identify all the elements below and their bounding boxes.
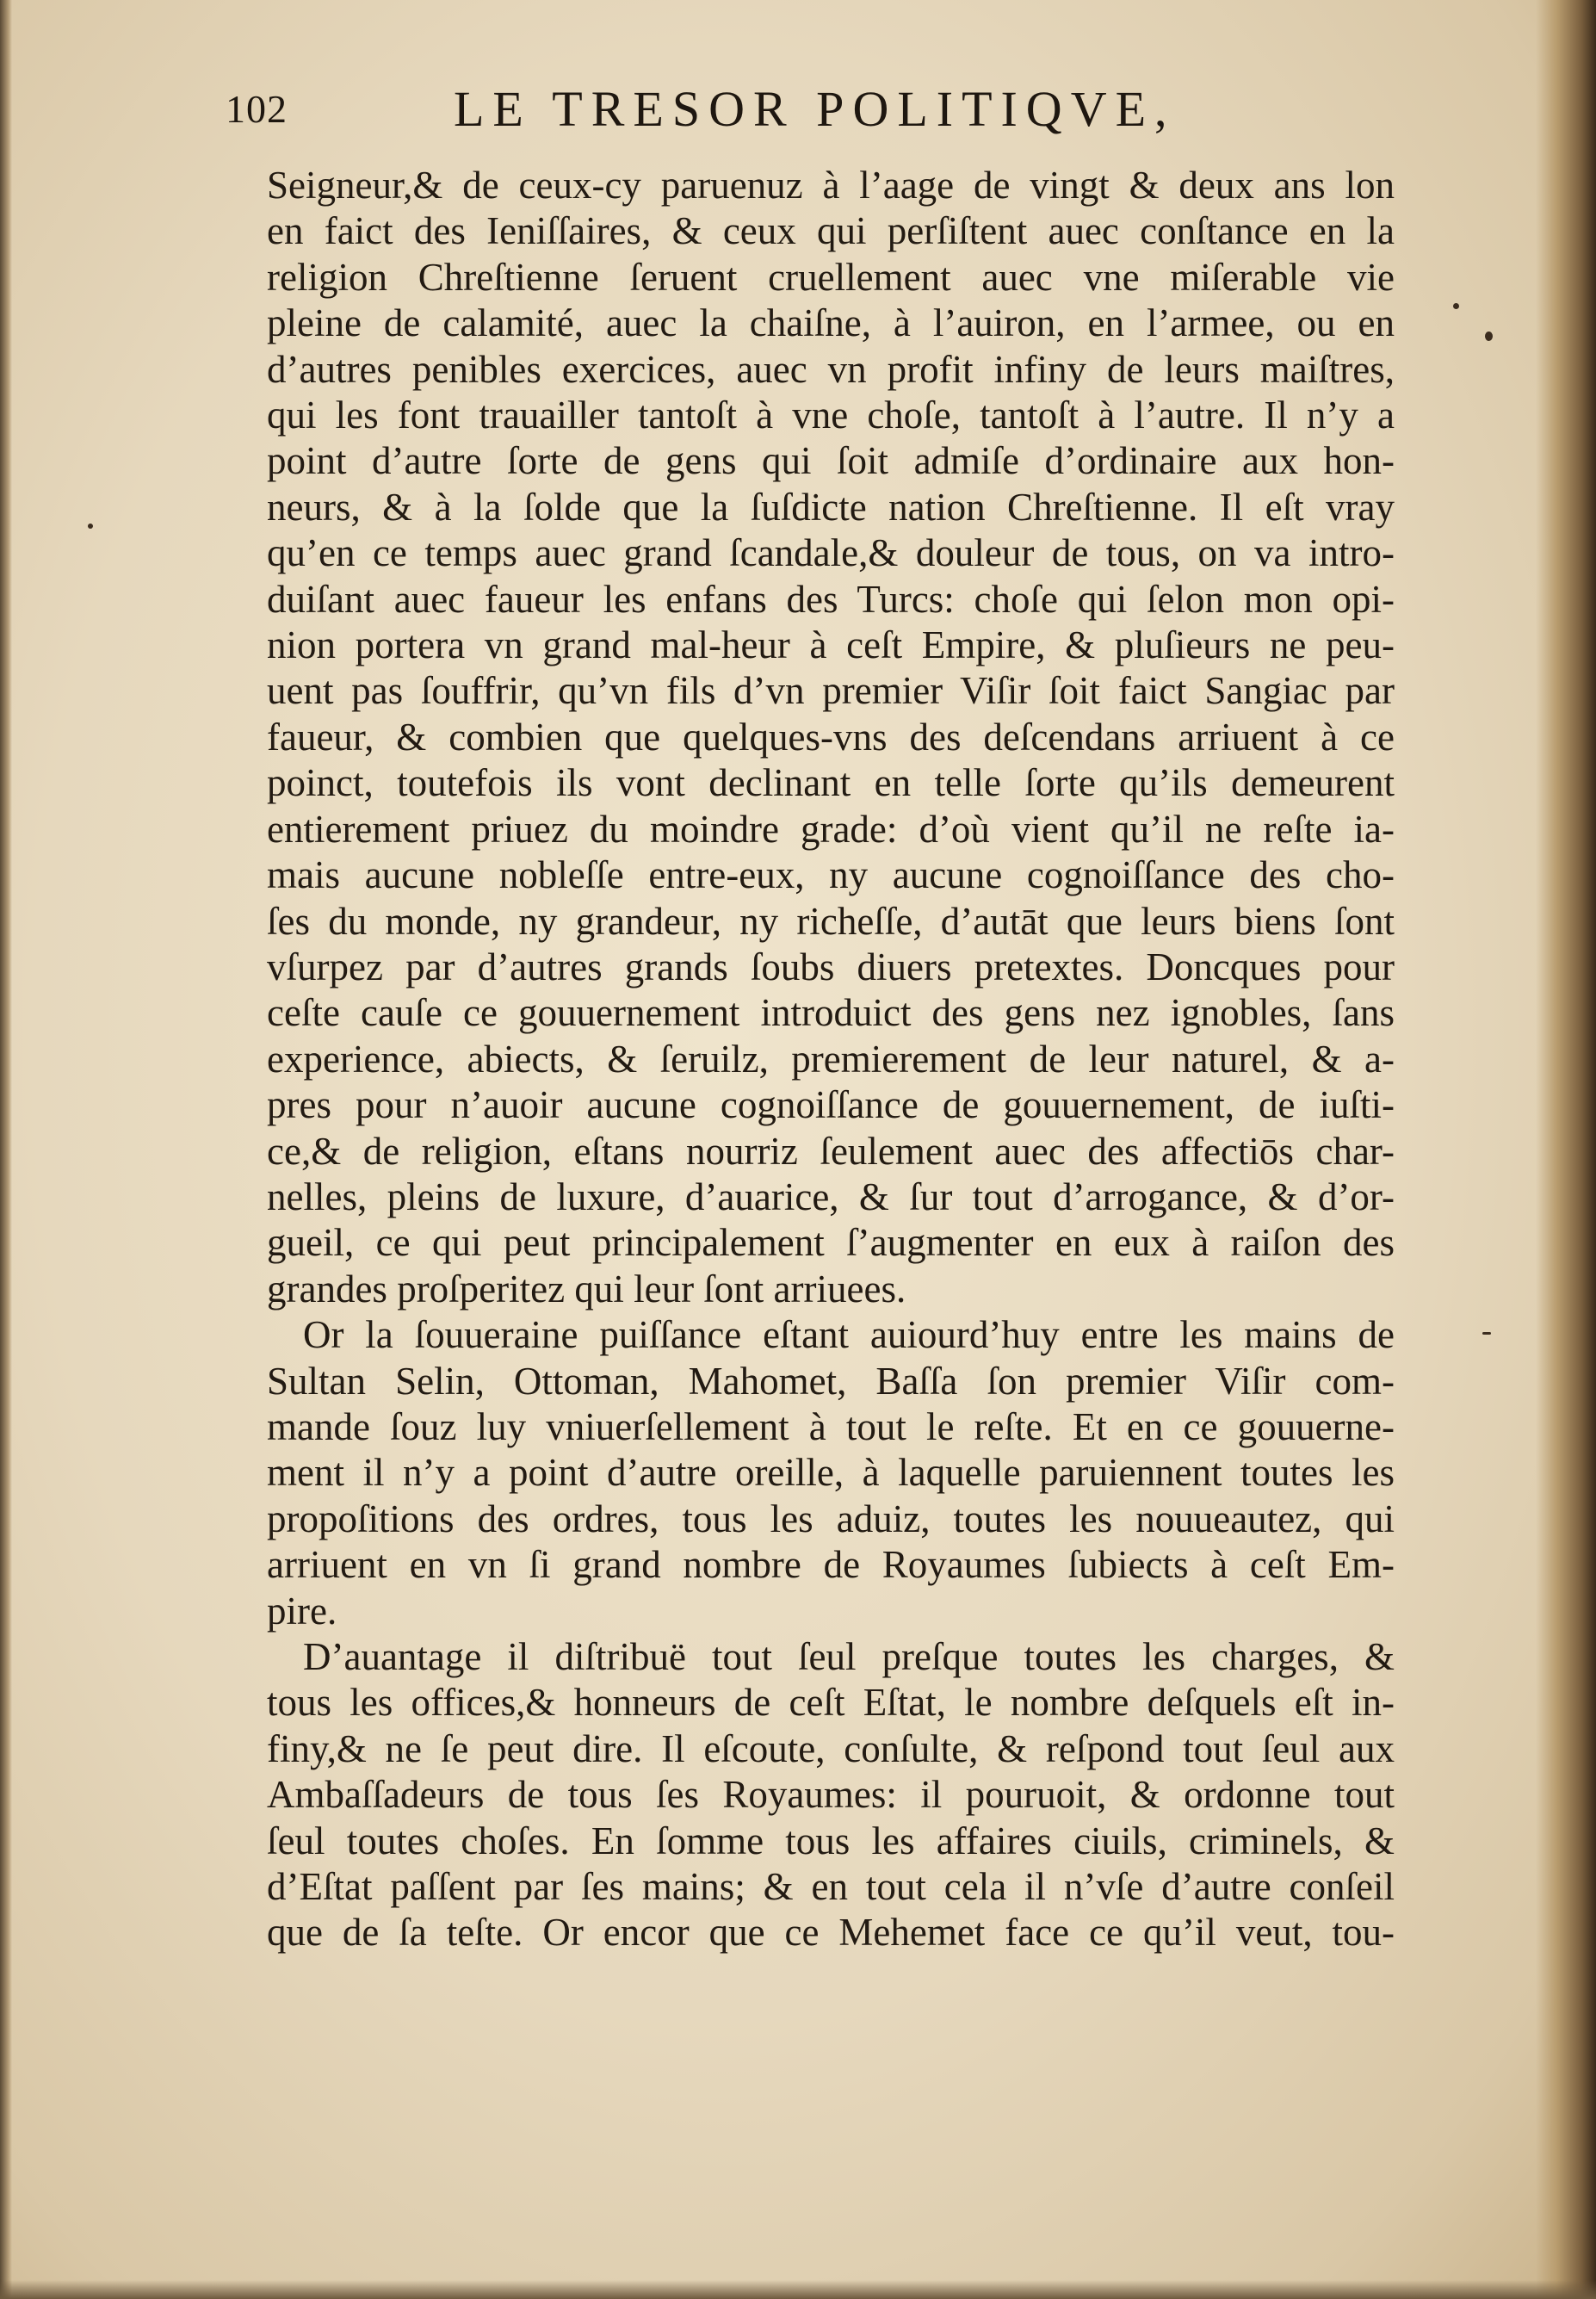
text-line: duiſant auec faueur les enfans des Turcs: choſe qui ſelon mon opi-	[267, 577, 1395, 621]
text-line: propoſitions des ordres, tous les aduiz, toutes les nouueautez, qui	[267, 1497, 1395, 1540]
text-line: tous les offices,& honneurs de ceſt Eſtat, le nombre deſquels eſt in-	[267, 1681, 1395, 1725]
text-line: ment il n’y a point d’autre oreille, à laquelle paruiennent toutes les	[267, 1451, 1395, 1495]
text-line: d’Eſtat paſſent par ſes mains; & en tout cela il n’vſe d’autre conſeil	[267, 1865, 1395, 1909]
text-line: ſeul toutes choſes. En ſomme tous les affaires ciuils, criminels, &	[267, 1819, 1395, 1862]
text-line: en faict des Ieniſſaires, & ceux qui perſiſtent auec conſtance en la	[267, 209, 1395, 253]
ink-speck	[1485, 332, 1493, 341]
text-line: arriuent en vn ſi grand nombre de Royaumes ſubiects à ceſt Em-	[267, 1543, 1395, 1587]
text-line: faueur, & combien que quelques-vns des deſcendans arriuent à ce	[267, 715, 1395, 759]
page-bottom-edge	[0, 2280, 1596, 2299]
page-number: 102	[226, 87, 288, 131]
text-line: poinct, toutefois ils vont declinant en telle ſorte qu’ils demeurent	[267, 761, 1395, 805]
text-line: nelles, pleins de luxure, d’auarice, & ſur tout d’arrogance, & d’or-	[267, 1174, 1395, 1218]
body-text	[267, 163, 1395, 1956]
text-line: uent pas ſouffrir, qu’vn fils d’vn premier Viſir ſoit faict Sangiac par	[267, 669, 1395, 713]
text-line: mande ſouz luy vniuerſellement à tout le reſte. Et en ce gouuerne-	[267, 1404, 1395, 1448]
text-line: gueil, ce qui peut principalement ſ’augmenter en eux à raiſon des	[267, 1221, 1395, 1265]
text-line: neurs, & à la ſolde que la ſuſdicte nation Chreſtienne. Il eſt vray	[267, 485, 1395, 529]
text-line: experience, abiects, & ſeruilz, premierement de leur naturel, & a-	[267, 1037, 1395, 1081]
text-line: d’autres penibles exercices, auec vn profit infiny de leurs maiſtres,	[267, 347, 1395, 391]
text-line: religion Chreſtienne ſeruent cruellement auec vne miſerable vie	[267, 255, 1395, 299]
paragraph-first-line: Or la ſouueraine puiſſance eſtant auiourd’huy entre les mains de	[303, 1313, 1395, 1357]
text-line: pire.	[267, 1589, 337, 1633]
text-line: grandes proſperitez qui leur ſont arriuees.	[267, 1267, 906, 1311]
text-line: entierement priuez du moindre grade: d’où vient qu’il ne reſte ia-	[267, 807, 1395, 851]
text-line: ce,& de religion, eſtans nourriz ſeulement auec des affectiōs char-	[267, 1129, 1395, 1173]
text-line: pleine de calamité, auec la chaiſne, à l’auiron, en l’armee, ou en	[267, 301, 1395, 345]
text-line: vſurpez par d’autres grands ſoubs diuers pretextes. Doncques pour	[267, 945, 1395, 988]
text-line: Ambaſſadeurs de tous ſes Royaumes: il pouruoit, & ordonne tout	[267, 1773, 1395, 1817]
page-right-edge	[1536, 0, 1596, 2299]
ink-speck	[1453, 303, 1459, 309]
ink-speck	[1482, 1332, 1491, 1335]
text-line: point d’autre ſorte de gens qui ſoit admiſe d’ordinaire aux hon-	[267, 439, 1395, 483]
text-line: pres pour n’auoir aucune cognoiſſance de gouuernement, de iuſti-	[267, 1083, 1395, 1127]
page-left-edge	[0, 0, 12, 2299]
text-line: qui les font trauailler tantoſt à vne choſe, tantoſt à l’autre. Il n’y a	[267, 393, 1395, 437]
text-line: ſes du monde, ny grandeur, ny richeſſe, d’autāt que leurs biens ſont	[267, 899, 1395, 943]
ink-speck	[88, 524, 93, 529]
paragraph-first-line: D’auantage il diſtribuë tout ſeul preſque toutes les charges, &	[303, 1635, 1395, 1678]
text-line: nion portera vn grand mal-heur à ceſt Empire, & pluſieurs ne peu-	[267, 623, 1395, 667]
text-line: Seigneur,& de ceux-cy paruenuz à l’aage de vingt & deux ans lon	[267, 164, 1395, 207]
text-line: qu’en ce temps auec grand ſcandale,& douleur de tous, on va intro-	[267, 531, 1395, 575]
text-line: Sultan Selin, Ottoman, Mahomet, Baſſa ſon premier Viſir com-	[267, 1359, 1395, 1403]
page-header	[226, 79, 1431, 139]
text-line: ceſte cauſe ce gouuernement introduict des gens nez ignobles, ſans	[267, 991, 1395, 1035]
running-title: LE TRESOR POLITIQVE,	[454, 81, 1176, 137]
text-line: mais aucune nobleſſe entre-eux, ny aucune cognoiſſance des cho-	[267, 853, 1395, 897]
text-line: finy,& ne ſe peut dire. Il eſcoute, conſulte, & reſpond tout ſeul aux	[267, 1726, 1395, 1770]
text-line: que de ſa teſte. Or encor que ce Mehemet face ce qu’il veut, tou-	[267, 1911, 1395, 1955]
